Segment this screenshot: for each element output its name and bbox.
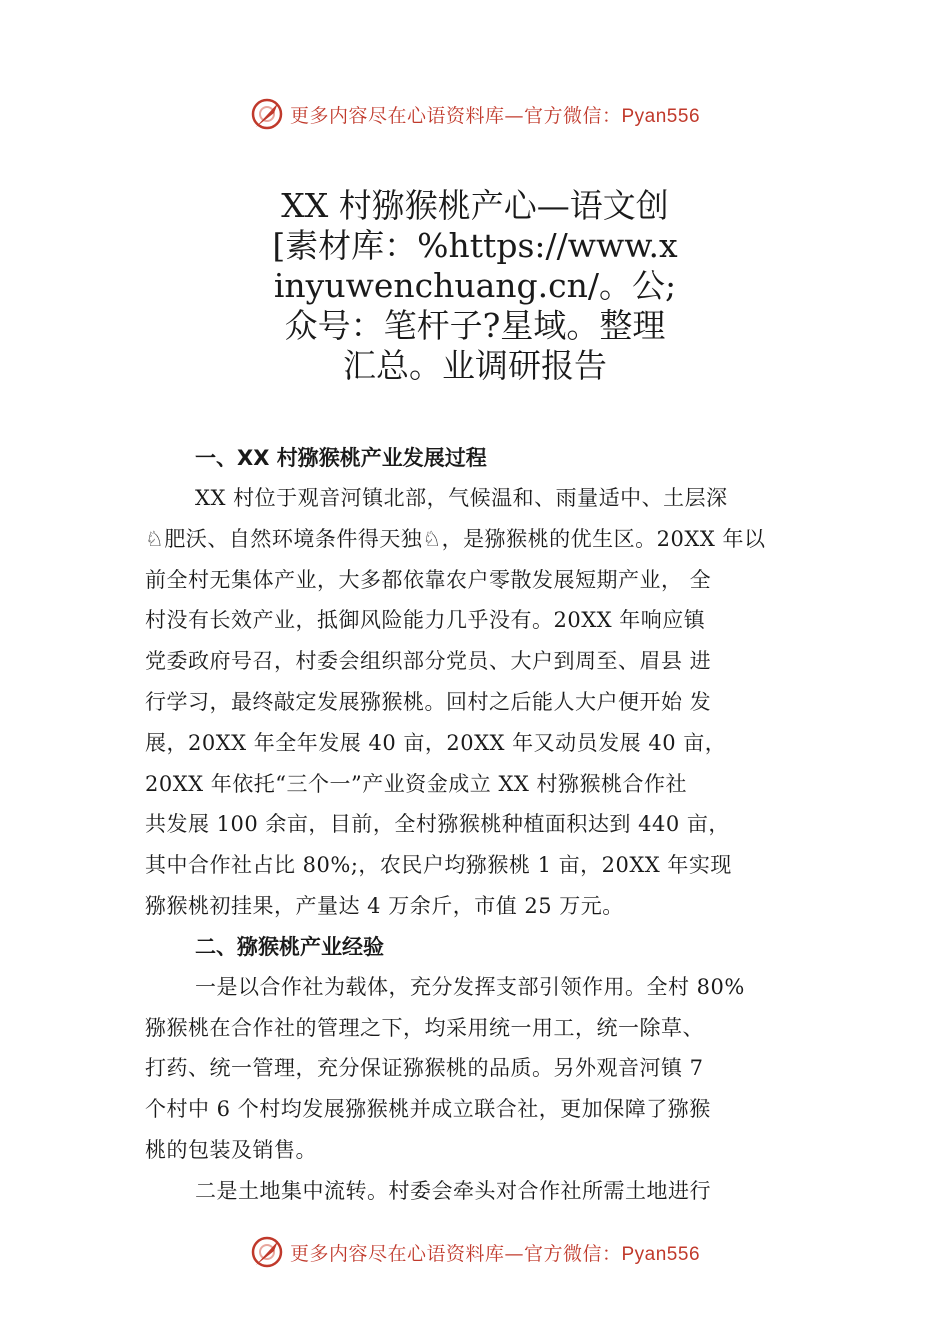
section-2-paragraph-1 <box>145 967 835 1171</box>
text-line: 党委政府号召，村委会组织部分党员、大户到周至、眉县 进 <box>145 649 712 674</box>
text-line: 打药、统一管理，充分保证猕猴桃的品质。另外观音河镇 7 <box>145 1056 704 1081</box>
header-banner <box>0 94 950 134</box>
text-line: ♘肥沃、自然环境条件得天独♘，是猕猴桃的优生区。20XX 年以 <box>145 526 766 551</box>
text-line: 个村中 6 个村均发展猕猴桃并成立联合社，更加保障了猕猴 <box>145 1097 711 1122</box>
title-line: XX 村猕猴桃产心—语文创 <box>281 186 669 225</box>
text-line: 村没有长效产业，抵御风险能力几乎没有。20XX 年响应镇 <box>145 608 706 633</box>
banner-text: 更多内容尽在心语资料库—官方微信： <box>289 104 622 127</box>
title-line: inyuwenchuang.cn/。公; <box>273 266 677 305</box>
text-line: 其中合作社占比 80%;，农民户均猕猴桃 1 亩，20XX 年实现 <box>145 853 732 878</box>
text-line: 行学习，最终敲定发展猕猴桃。回村之后能人大户便开始 发 <box>145 689 712 714</box>
title-line: 众号：笔杆子?星域。整理 <box>284 306 666 345</box>
banner-text: 更多内容尽在心语资料库—官方微信： <box>289 1242 622 1265</box>
text-line: 二是土地集中流转。村委会牵头对合作社所需土地进行 <box>195 1178 711 1203</box>
section-heading-2: 二、猕猴桃产业经验 <box>195 934 384 959</box>
document-title <box>200 186 750 386</box>
section-2-paragraph-2 <box>145 1171 835 1212</box>
text-line: 猕猴桃初挂果，产量达 4 万余斤，市值 25 万元。 <box>145 893 624 918</box>
section-heading-1: 一、XX 村猕猴桃产业发展过程 <box>195 446 487 470</box>
text-line: 展，20XX 年全年发展 40 亩，20XX 年又动员发展 40 亩， <box>145 730 727 755</box>
title-line: 汇总。业调研报告 <box>343 346 607 385</box>
text-line: 前全村无集体产业，大多都依靠农户零散发展短期产业， 全 <box>145 567 712 592</box>
quill-logo-icon <box>250 97 284 131</box>
footer-banner <box>0 1232 950 1272</box>
banner-wechat-id: Pyan556 <box>621 105 701 127</box>
text-line: 桃的包装及销售。 <box>145 1137 317 1162</box>
text-line: 共发展 100 余亩，目前，全村猕猴桃种植面积达到 440 亩， <box>145 812 730 837</box>
section-1-paragraph <box>145 478 835 927</box>
text-line: 猕猴桃在合作社的管理之下，均采用统一用工，统一除草、 <box>145 1015 704 1040</box>
text-line: 20XX 年依托“三个一”产业资金成立 XX 村猕猴桃合作社 <box>145 771 688 796</box>
quill-logo-icon <box>250 1235 284 1269</box>
text-line: XX 村位于观音河镇北部，气候温和、雨量适中、土层深 <box>195 486 728 510</box>
banner-wechat-id: Pyan556 <box>621 1243 701 1265</box>
text-line: 一是以合作社为载体，充分发挥支部引领作用。全村 80% <box>195 974 745 999</box>
title-line: [素材库：%https://www.x <box>272 226 678 265</box>
document-body <box>145 438 835 1212</box>
